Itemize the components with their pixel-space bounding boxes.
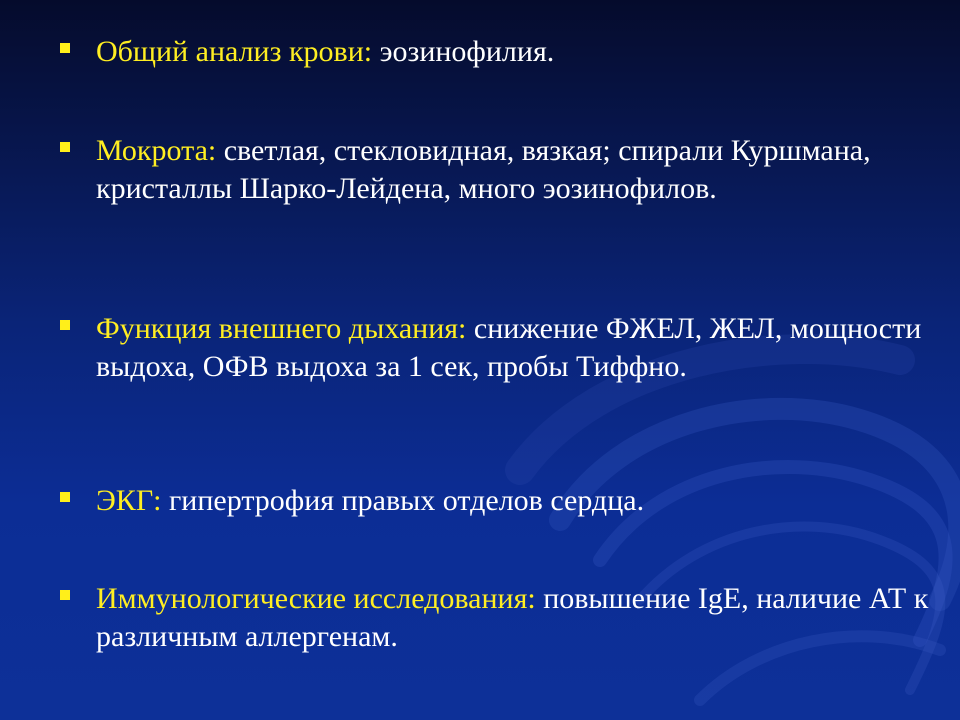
square-bullet-icon — [60, 590, 70, 600]
square-bullet-icon — [60, 320, 70, 330]
bullet-term: Иммунологические исследования: — [96, 582, 536, 615]
bullet-description: светлая, стекловидная, вязкая; спирали Куршмана, кристаллы Шарко-Лейдена, много эозинофилов. — [96, 134, 871, 205]
bullet-text — [96, 33, 936, 71]
square-bullet-icon — [60, 142, 70, 152]
bullet-term: Общий анализ крови: — [96, 35, 373, 68]
bullet-term: Мокрота: — [96, 134, 217, 167]
bullet-text — [96, 310, 936, 386]
bullet-description: эозинофилия. — [372, 35, 555, 68]
bullet-text — [96, 580, 936, 656]
bullet-description: повышение IgE, наличие АТ к различным аллергенам. — [96, 582, 929, 653]
square-bullet-icon — [60, 492, 70, 502]
bullet-text — [96, 132, 936, 208]
square-bullet-icon — [60, 43, 70, 53]
bullet-term: Функция внешнего дыхания: — [96, 312, 467, 345]
bullet-description: снижение ФЖЕЛ, ЖЕЛ, мощности выдоха, ОФВ выдоха за 1 сек, пробы Тиффно. — [96, 312, 922, 383]
bullet-term: ЭКГ: — [96, 484, 162, 517]
bullet-text — [96, 482, 936, 520]
bullet-description: гипертрофия правых отделов сердца. — [161, 484, 645, 517]
